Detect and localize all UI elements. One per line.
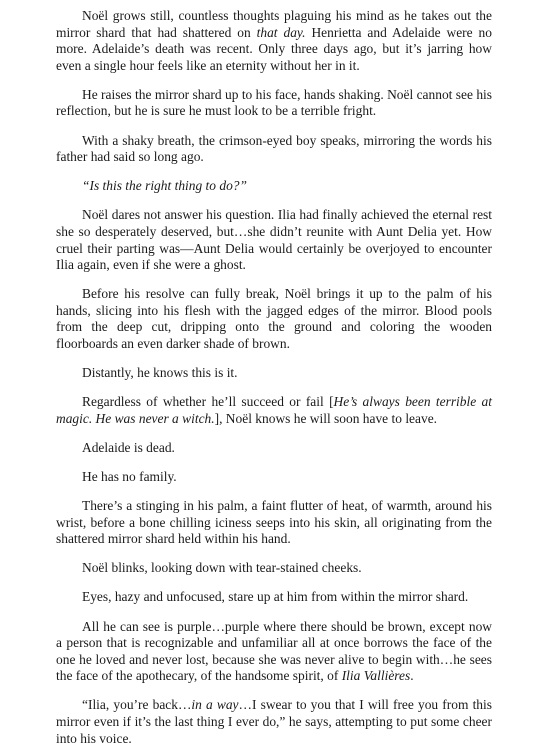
paragraph-1 — [56, 8, 492, 74]
paragraph-5-part-1: Noël dares not answer his question. Ilia had finally achieved the eternal rest she so desperately deserved, but…she didn’t reunite with Aunt Delia yet. How cruel their parting was—Aunt Delia would certainly be overjoyed to encounter Ilia again, even if she were a ghost. — [56, 207, 492, 273]
paragraph-2-part-1: He raises the mirror shard up to his face, hands shaking. Noël cannot see his reflection, but he is sure he must look to be a terrible fright. — [56, 86, 492, 119]
paragraph-6-part-1: Before his resolve can fully break, Noël brings it up to the palm of his hands, slicing into his flesh with the jagged edges of the mirror. Blood pools from the deep cut, dripping onto the ground and coloring the wooden floorboards an even darker shade of brown. — [56, 286, 492, 351]
paragraph-14-part-1: All he can see is purple…purple where there should be brown, except now a person that is recognizable and unfamiliar all at once borrows the face of the one he loved and never lost, because she was never alive to begin with…he sees the face of the apothecary, of the handsome spirit, of — [56, 618, 492, 684]
paragraph-3 — [56, 133, 492, 166]
paragraph-14-part-2: Ilia Vallières — [341, 668, 411, 684]
paragraph-3-part-1: With a shaky breath, the crimson-eyed boy speaks, mirroring the words his father had said so long ago. — [56, 132, 492, 165]
paragraph-9 — [56, 440, 492, 457]
paragraph-13-part-1: Eyes, hazy and unfocused, stare up at him from within the mirror shard. — [82, 589, 469, 605]
paragraph-8 — [56, 394, 492, 427]
paragraph-4-part-1: “Is this the right thing to do?” — [82, 178, 248, 194]
paragraph-10-part-1: He has no family. — [82, 468, 177, 484]
paragraph-5 — [56, 207, 492, 273]
paragraph-1-part-3: Henrietta and Adelaide were no more. Adelaide’s death was recent. Only three days ago, but it’s jarring how even a single hour feels like an eternity without her in it. — [56, 24, 492, 73]
paragraph-6 — [56, 286, 492, 352]
paragraph-2 — [56, 87, 492, 120]
paragraph-8-part-3: ], Noël knows he will soon have to leave. — [214, 410, 438, 426]
paragraph-12-part-1: Noël blinks, looking down with tear-stained cheeks. — [82, 560, 362, 576]
paragraph-15 — [56, 697, 492, 747]
paragraph-1-part-1: Noël grows still, countless thoughts plaguing his mind as he takes out the mirror shard that had shattered on — [56, 8, 492, 40]
paragraph-10 — [56, 469, 492, 486]
paragraph-15-part-1: “Ilia, you’re back… — [82, 697, 192, 713]
paragraph-13 — [56, 589, 492, 606]
paragraph-9-part-1: Adelaide is dead. — [82, 439, 175, 455]
paragraph-14 — [56, 619, 492, 685]
paragraph-4 — [56, 178, 492, 195]
paragraph-1-part-2: that day. — [256, 24, 306, 40]
paragraph-15-part-3: …I swear to you that I will free you from this mirror even if it’s the last thing I ever do,” he says, attempting to put some cheer into his voice. — [56, 697, 492, 746]
paragraph-7 — [56, 365, 492, 382]
paragraph-11 — [56, 498, 492, 548]
paragraph-12 — [56, 560, 492, 577]
paragraph-15-part-2: in a way — [191, 697, 239, 713]
paragraph-14-part-3: . — [410, 668, 414, 684]
paragraph-8-part-1: Regardless of whether he’ll succeed or fail [ — [82, 394, 334, 410]
paragraph-7-part-1: Distantly, he knows this is it. — [82, 365, 238, 381]
paragraph-11-part-1: There’s a stinging in his palm, a faint flutter of heat, of warmth, around his wrist, before a bone chilling iciness seeps into his skin, all originating from the shattered mirror shard held within his hand. — [56, 498, 492, 547]
paragraph-8-part-2: He’s always been terrible at magic. He was never a witch. — [56, 394, 493, 426]
